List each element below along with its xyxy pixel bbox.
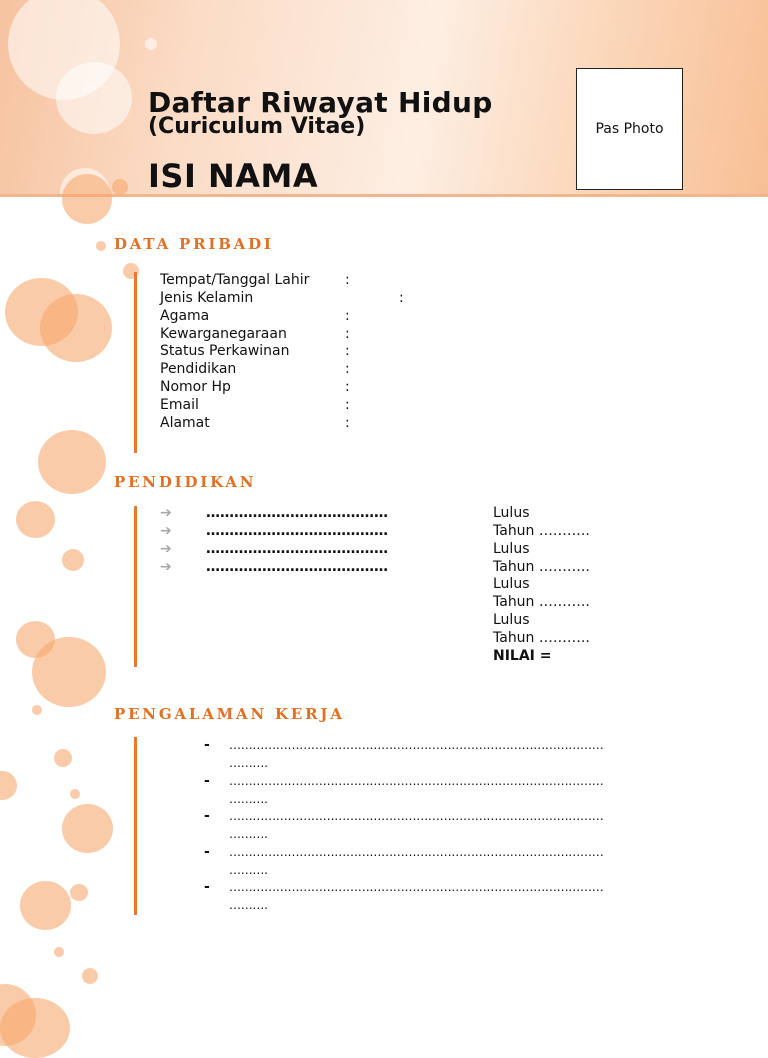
page-subtitle: (Curiculum Vitae) xyxy=(148,114,366,139)
work-item-line: ………. xyxy=(229,792,268,806)
decor-bubble xyxy=(0,998,70,1058)
education-item: ………………………………… xyxy=(206,523,388,539)
list-bullet: - xyxy=(204,844,210,860)
decor-bubble xyxy=(82,968,98,984)
work-item-line: ………. xyxy=(229,756,268,770)
field-separator: : xyxy=(345,415,350,431)
decor-bubble xyxy=(54,749,72,767)
field-separator: : xyxy=(345,272,350,288)
work-item-line: …………………………………………………………………………………… xyxy=(229,845,604,859)
list-bullet: - xyxy=(204,773,210,789)
photo-label: Pas Photo xyxy=(595,121,664,137)
right-arrow-icon: ➔ xyxy=(160,505,172,521)
right-arrow-icon: ➔ xyxy=(160,541,172,557)
list-bullet: - xyxy=(204,879,210,895)
year-label: Tahun ……….. xyxy=(493,594,590,610)
field-separator: : xyxy=(345,308,350,324)
decor-bubble xyxy=(70,884,88,901)
field-separator: : xyxy=(345,361,350,377)
work-item-line: ………. xyxy=(229,898,268,912)
graduation-label: Lulus xyxy=(493,612,530,628)
decor-bubble xyxy=(56,62,132,134)
decor-bubble xyxy=(40,294,112,362)
section-bar xyxy=(134,272,137,453)
decor-bubble xyxy=(32,705,42,715)
work-item-line: …………………………………………………………………………………… xyxy=(229,809,604,823)
page-title: Daftar Riwayat Hidup xyxy=(148,86,493,119)
section-bar xyxy=(134,506,137,667)
work-item-line: …………………………………………………………………………………… xyxy=(229,738,604,752)
decor-bubble xyxy=(20,881,71,930)
person-name: ISI NAMA xyxy=(148,157,319,195)
year-label: Tahun ……….. xyxy=(493,523,590,539)
work-item-line: …………………………………………………………………………………… xyxy=(229,880,604,894)
education-item: ………………………………… xyxy=(206,559,388,575)
field-separator: : xyxy=(345,397,350,413)
photo-placeholder xyxy=(576,68,683,190)
graduation-label: Lulus xyxy=(493,576,530,592)
work-item-line: …………………………………………………………………………………… xyxy=(229,774,604,788)
decor-bubble xyxy=(112,179,128,195)
section-bar xyxy=(134,737,137,915)
education-item: ………………………………… xyxy=(206,541,388,557)
right-arrow-icon: ➔ xyxy=(160,523,172,539)
field-label: Tempat/Tanggal Lahir xyxy=(160,272,310,288)
field-label: Agama xyxy=(160,308,210,324)
section-title-pengalaman-kerja: PENGALAMAN KERJA xyxy=(114,705,345,723)
section-title-data-pribadi: DATA PRIBADI xyxy=(114,235,274,253)
list-bullet: - xyxy=(204,737,210,753)
year-label: Tahun ……….. xyxy=(493,559,590,575)
work-item-line: ………. xyxy=(229,863,268,877)
field-label: Jenis Kelamin xyxy=(160,290,254,306)
decor-bubble xyxy=(62,549,84,571)
education-item: ………………………………… xyxy=(206,505,388,521)
graduation-label: Lulus xyxy=(493,541,530,557)
work-item-line: ………. xyxy=(229,827,268,841)
field-separator: : xyxy=(399,290,404,306)
section-title-pendidikan: PENDIDIKAN xyxy=(114,473,257,491)
field-separator: : xyxy=(345,343,350,359)
decor-bubble xyxy=(38,430,106,494)
field-label: Nomor Hp xyxy=(160,379,231,395)
field-label: Pendidikan xyxy=(160,361,237,377)
field-label: Kewarganegaraan xyxy=(160,326,287,342)
list-bullet: - xyxy=(204,808,210,824)
field-separator: : xyxy=(345,326,350,342)
field-separator: : xyxy=(345,379,350,395)
header-rule xyxy=(0,194,768,197)
decor-bubble xyxy=(16,501,55,538)
year-label: Tahun ……….. xyxy=(493,630,590,646)
decor-bubble xyxy=(54,947,64,957)
field-label: Email xyxy=(160,397,199,413)
field-label: Status Perkawinan xyxy=(160,343,290,359)
decor-bubble xyxy=(0,771,17,800)
grade-label: NILAI = xyxy=(493,648,552,664)
decor-bubble xyxy=(145,38,157,50)
decor-bubble xyxy=(70,789,80,799)
decor-bubble xyxy=(62,804,113,853)
right-arrow-icon: ➔ xyxy=(160,559,172,575)
decor-bubble xyxy=(96,241,106,251)
decor-bubble xyxy=(62,174,112,224)
decor-bubble xyxy=(32,637,106,707)
field-label: Alamat xyxy=(160,415,210,431)
graduation-label: Lulus xyxy=(493,505,530,521)
